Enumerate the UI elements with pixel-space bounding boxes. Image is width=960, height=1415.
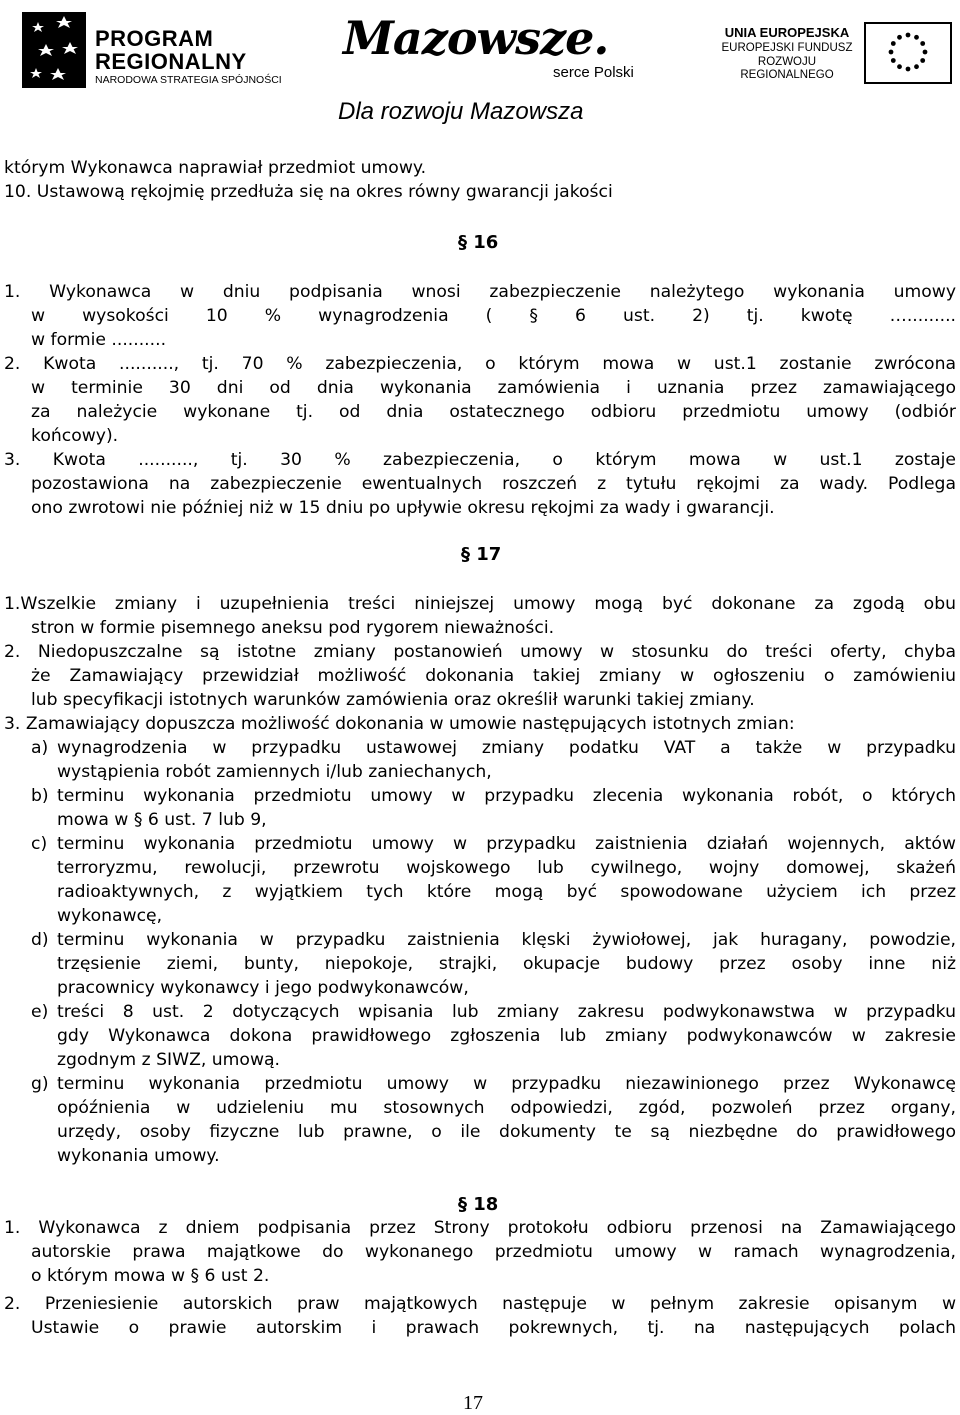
text-line: 10. Ustawową rękojmię przedłuża się na okres równy gwarancji jakości bbox=[4, 182, 613, 202]
text-line: terroryzmu, rewolucji, przewrotu wojskowego lub cywilnego, wojny domowej, skażeń bbox=[57, 858, 956, 878]
text-line: terminu wykonania w przypadku zaistnienia klęski żywiołowej, jak huragany, powodzie, bbox=[57, 930, 956, 950]
text-line: w formie .......... bbox=[31, 330, 167, 350]
text-line: w wysokości 10 % wynagrodzenia ( § 6 ust. 2) tj. kwotę …......... bbox=[31, 306, 956, 326]
text-line: pozostawiona na zabezpieczenie ewentualnych roszczeń z tytułu rękojmi za wady. Podlega bbox=[31, 474, 956, 494]
text-line: 2. Niedopuszczalne są istotne zmiany postanowień umowy w stosunku do treści oferty, chyba bbox=[4, 642, 956, 662]
list-marker: d) bbox=[31, 930, 49, 950]
text-line: wystąpienia robót zamiennych i/lub zaniechanych, bbox=[57, 762, 492, 782]
list-marker: a) bbox=[31, 738, 49, 758]
text-line: 3. Zamawiający dopuszcza możliwość dokonania w umowie następujących istotnych zmian: bbox=[4, 714, 795, 734]
section-heading-16: § 16 bbox=[458, 232, 499, 253]
list-marker: e) bbox=[31, 1002, 49, 1022]
program-logo-line3: NARODOWA STRATEGIA SPÓJNOŚCI bbox=[95, 74, 282, 86]
program-regionalny-emblem-icon bbox=[20, 10, 88, 90]
text-line: mowa w § 6 ust. 7 lub 9, bbox=[57, 810, 267, 830]
eu-logo-line1: UNIA EUROPEJSKA bbox=[724, 25, 850, 40]
text-line: treści 8 ust. 2 dotyczących wpisania lub zmiany zakresu podwykonawstwa w przypadku bbox=[57, 1002, 956, 1022]
text-line: urzędy, osoby fizyczne lub prawne, o ile dokumenty te są niezbędne do prawidłowego bbox=[57, 1122, 956, 1142]
text-line: autorskie prawa majątkowe do wykonanego przedmiotu umowy w ramach wynagrodzenia, bbox=[31, 1242, 956, 1262]
section-heading-17: § 17 bbox=[461, 544, 502, 565]
eu-flag-icon bbox=[864, 22, 952, 84]
text-line: 2. Kwota .........., tj. 70 % zabezpieczenia, o którym mowa w ust.1 zostanie zwrócona bbox=[4, 354, 956, 374]
eu-logo-line2: EUROPEJSKI FUNDUSZ bbox=[721, 42, 853, 54]
program-logo-line2: REGIONALNY bbox=[95, 49, 247, 74]
mazowsze-logo-subtitle: serce Polski bbox=[553, 64, 634, 81]
text-line: końcowy). bbox=[31, 426, 119, 446]
text-line: w terminie 30 dni od dnia wykonania zamówienia i uznania przez zamawiającego bbox=[31, 378, 956, 398]
mazowsze-logo bbox=[343, 12, 648, 82]
header-motto: Dla rozwoju Mazowsza bbox=[338, 98, 584, 125]
text-line: o którym mowa w § 6 ust 2. bbox=[31, 1266, 270, 1286]
text-line: 3. Kwota .........., tj. 30 % zabezpieczenia, o którym mowa w ust.1 zostaje bbox=[4, 450, 956, 470]
text-line: 1.Wszelkie zmiany i uzupełnienia treści niniejszej umowy mogą być dokonane za zgodą obu bbox=[4, 594, 956, 614]
text-line: trzęsienie ziemi, bunty, niepokoje, strajki, okupacje budowy przez osoby inne niż bbox=[57, 954, 956, 974]
text-line: stron w formie pisemnego aneksu pod rygorem nieważności. bbox=[31, 618, 555, 638]
page-header bbox=[0, 0, 960, 135]
text-line: 2. Przeniesienie autorskich praw majątkowych następuje w pełnym zakresie opisanym w bbox=[4, 1294, 956, 1314]
text-line: wynagrodzenia w przypadku ustawowej zmiany podatku VAT a także w przypadku bbox=[57, 738, 956, 758]
text-line: terminu wykonania przedmiotu umowy w przypadku niezawinionego przez Wykonawcę bbox=[57, 1074, 956, 1094]
eu-logo bbox=[712, 22, 957, 82]
text-line: gdy Wykonawca dokona prawidłowego zgłoszenia lub zmiany podwykonawców w zakresie bbox=[57, 1026, 956, 1046]
page-number: 17 bbox=[463, 1392, 483, 1414]
text-line: 1. Wykonawca w dniu podpisania wnosi zabezpieczenie należytego wykonania umowy bbox=[4, 282, 956, 302]
text-line: 1. Wykonawca z dniem podpisania przez Strony protokołu odbioru przenosi na Zamawiającego bbox=[4, 1218, 956, 1238]
program-logo-line1: PROGRAM bbox=[95, 26, 214, 51]
program-regionalny-logo bbox=[20, 10, 310, 90]
text-line: radioaktywnych, z wyjątkiem tych które mogą być spowodowane użyciem ich przez bbox=[57, 882, 956, 902]
mazowsze-logo-word: Mazowsze. bbox=[343, 11, 609, 65]
text-line: ono zwrotowi nie później niż w 15 dniu po upływie okresu rękojmi za wady i gwarancji. bbox=[31, 498, 775, 518]
text-line: za należycie wykonane tj. od dnia ostatecznego odbioru przedmiotu umowy (odbiór bbox=[31, 402, 956, 422]
text-line: Ustawie o prawie autorskim i prawach pokrewnych, tj. na następujących polach bbox=[31, 1318, 956, 1338]
text-line: że Zamawiający przewidział możliwość dokonania takiej zmiany w ogłoszeniu o zamówieniu bbox=[31, 666, 956, 686]
section-heading-18: § 18 bbox=[458, 1194, 499, 1215]
eu-logo-line3: ROZWOJU REGIONALNEGO bbox=[740, 56, 834, 81]
list-marker: g) bbox=[31, 1074, 49, 1094]
text-line: terminu wykonania przedmiotu umowy w przypadku zlecenia wykonania robót, o których bbox=[57, 786, 956, 806]
text-line: wykonania umowy. bbox=[57, 1146, 220, 1166]
text-line: którym Wykonawca naprawiał przedmiot umowy. bbox=[4, 158, 427, 178]
text-line: pracownicy wykonawcy i jego podwykonawców, bbox=[57, 978, 469, 998]
text-line: opóźnienia w udzieleniu mu stosownych odpowiedzi, zgód, pozwoleń przez organy, bbox=[57, 1098, 956, 1118]
list-marker: c) bbox=[31, 834, 48, 854]
text-line: wykonawcę, bbox=[57, 906, 163, 926]
text-line: lub specyfikacji istotnych warunków zamówienia oraz określił warunki takiej zmiany. bbox=[31, 690, 755, 710]
text-line: terminu wykonania przedmiotu umowy w przypadku zaistnienia działań wojennych, aktów bbox=[57, 834, 956, 854]
list-marker: b) bbox=[31, 786, 49, 806]
text-line: zgodnym z SIWZ, umową. bbox=[57, 1050, 280, 1070]
